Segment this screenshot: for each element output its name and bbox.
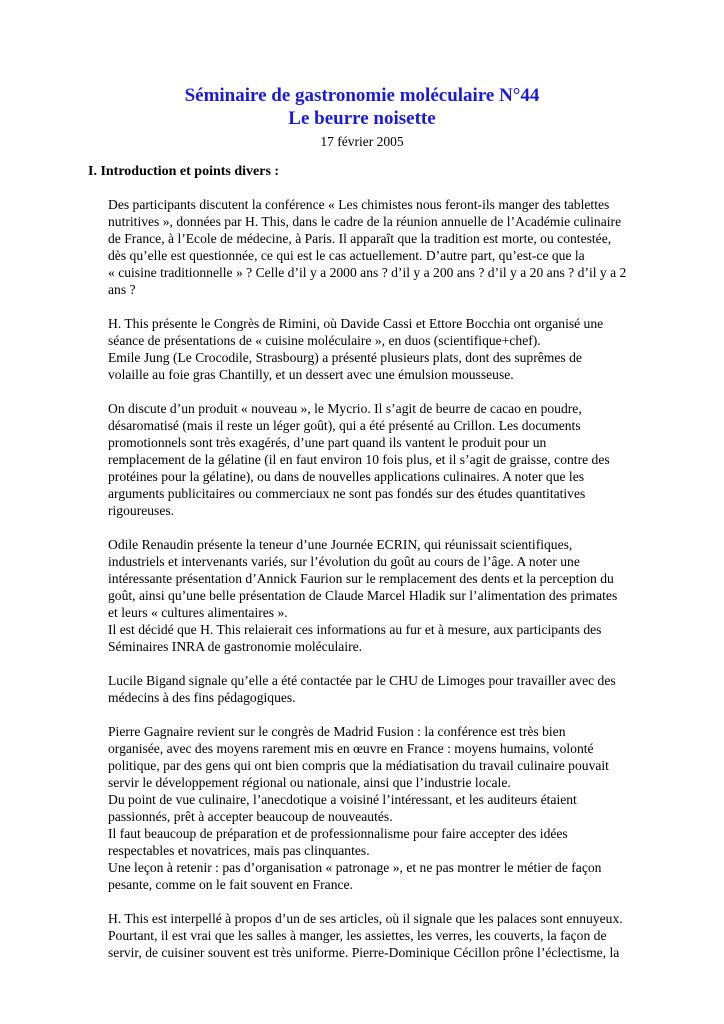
text-line: Il faut beaucoup de préparation et de professionnalisme pour faire accepter des idées [108,826,568,841]
text-line: nutritives », données par H. This, dans le cadre de la réunion annuelle de l’Académie culinaire [108,214,622,229]
text-line: servir, de cuisiner souvent est très uniforme. Pierre-Dominique Cécillon prône l’éclectisme, la [108,945,620,960]
text-line: promotionnels sont très exagérés, d’une part quand ils vantent le produit pour un [108,435,547,450]
text-line: médecins à des fins pédagogiques. [108,690,296,705]
text-line: Des participants discutent la conférence « Les chimistes nous feront-ils manger des tablettes [108,197,610,212]
text-line: H. This présente le Congrès de Rimini, où Davide Cassi et Ettore Bocchia ont organisé une [108,316,604,331]
paragraph [108,536,638,655]
text-line: et leurs « cultures alimentaires ». [108,605,288,620]
text-line: Pierre Gagnaire revient sur le congrès de Madrid Fusion : la conférence est très bien [108,724,566,739]
text-line: industriels et intervenants variés, sur l’évolution du goût au cours de l’âge. A noter une [108,554,580,569]
text-line: Pourtant, il est vrai que les salles à manger, les assiettes, les verres, les couverts, la façon de [108,928,607,943]
paragraph [108,315,638,383]
text-line: désaromatisé (mais il reste un léger goût), qui a été présenté au Crillon. Les documents [108,418,581,433]
paragraph [108,196,638,298]
text-line: protéines pour la gélatine), ou dans de nouvelles applications culinaires. A noter que les [108,469,585,484]
text-line: passionnés, prêt à accepter beaucoup de nouveautés. [108,809,393,824]
text-line: « cuisine traditionnelle » ? Celle d’il y a 2000 ans ? d’il y a 200 ans ? d’il y a 20 ans ? d’il y a 2 [108,265,627,280]
text-line: ans ? [108,282,136,297]
text-line: goût, ainsi qu’une belle présentation de Claude Marcel Hladik sur l’alimentation des primates [108,588,618,603]
text-line: organisée, avec des moyens rarement mis en œuvre en France : moyens humains, volonté [108,741,594,756]
paragraph [108,723,638,893]
text-line: Odile Renaudin présente la teneur d’une Journée ECRIN, qui réunissait scientifiques, [108,537,573,552]
text-line: intéressante présentation d’Annick Faurion sur le remplacement des dents et la perception du [108,571,614,586]
paragraph [108,672,638,706]
text-line: séance de présentations de « cuisine moléculaire », en duos (scientifique+chef). [108,333,541,348]
text-line: H. This est interpellé à propos d’un de ses articles, où il signale que les palaces sont ennuyeux. [108,911,623,926]
text-line: Une leçon à retenir : pas d’organisation « patronage », et ne pas montrer le métier de façon [108,860,602,875]
document-title: Séminaire de gastronomie moléculaire N°44 [184,85,540,106]
text-line: Du point de vue culinaire, l’anecdotique a voisiné l’intéressant, et les auditeurs étaient [108,792,577,807]
text-line: de France, à l’Ecole de médecine, à Paris. Il apparaît que la tradition est morte, ou contestée, [108,231,612,246]
document-subtitle: Le beurre noisette [288,108,436,129]
text-line: dès qu’elle est questionnée, ce qui est le cas actuellement. D’autre part, qu’est-ce que la [108,248,585,263]
title-block [0,84,724,151]
section-heading: I. Introduction et points divers : [88,164,280,179]
text-line: volaille au foie gras Chantilly, et un dessert avec une émulsion mousseuse. [108,367,514,382]
text-line: servir le développement régional ou nationale, ainsi que l’industrie locale. [108,775,511,790]
document-date: 17 février 2005 [320,134,404,149]
text-line: Il est décidé que H. This relaierait ces informations au fur et à mesure, aux participants des [108,622,602,637]
text-line: Emile Jung (Le Crocodile, Strasbourg) a présenté plusieurs plats, dont des suprêmes de [108,350,582,365]
text-line: Lucile Bigand signale qu’elle a été contactée par le CHU de Limoges pour travailler avec des [108,673,616,688]
text-line: rigoureuses. [108,503,175,518]
text-line: remplacement de la gélatine (il en faut environ 10 fois plus, et il s’agit de graisse, contre des [108,452,610,467]
text-line: Séminaires INRA de gastronomie moléculaire. [108,639,363,654]
text-line: pesante, comme on le fait souvent en France. [108,877,353,892]
paragraph [108,400,638,519]
text-line: On discute d’un produit « nouveau », le Mycrio. Il s’agit de beurre de cacao en poudre, [108,401,582,416]
text-line: respectables et novatrices, mais pas clinquantes. [108,843,370,858]
text-line: arguments publicitaires ou commerciaux ne sont pas fondés sur des études quantitatives [108,486,586,501]
body-text [108,196,638,978]
paragraph [108,910,638,961]
text-line: politique, par des gens qui ont bien compris que la médiatisation du travail culinaire pouvait [108,758,609,773]
